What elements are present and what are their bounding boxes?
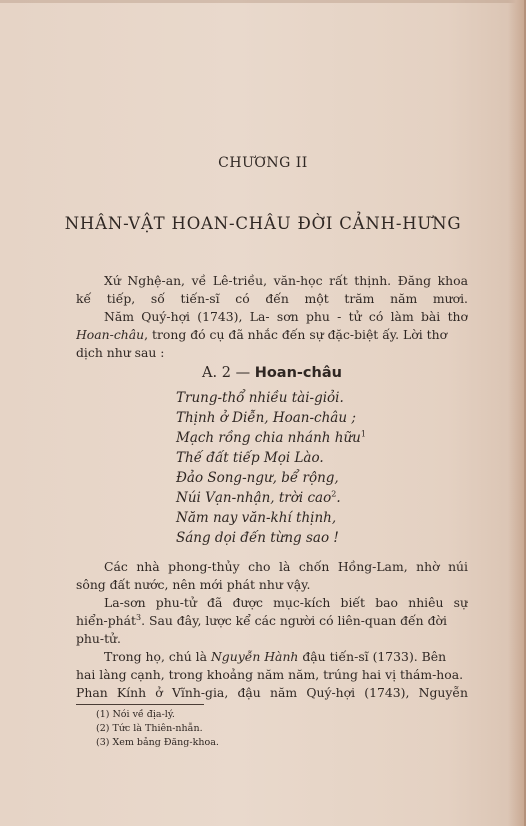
chapter-label: CHƯƠNG II [218, 155, 308, 171]
poem-line-7: Năm nay văn-khí thịnh, [176, 510, 337, 526]
intro-line-3: Năm Quý-hợi (1743), La- sơn phu - tử có làm bài thơ [104, 309, 468, 324]
body-p3-line-1 [76, 648, 468, 666]
page-top-edge [0, 0, 526, 3]
body-p2-line-2-a: hiển-phát [76, 613, 137, 628]
intro-line-4-rest: , trong đó cụ đã nhắc đến sự đặc-biệt ấy. Lời thơ [144, 327, 448, 342]
poem-line-6: Núi Vạn-nhận, trời cao$^2$. [176, 489, 341, 506]
intro-line-1: Xứ Nghệ-an, về Lê-triều, văn-học rất thịnh. Đăng khoa [104, 273, 468, 288]
body-p3-line-3: Phan Kính ở Vĩnh-gia, đậu năm Quý-hợi (1743), Nguyễn [76, 685, 468, 700]
poem-title-reference: Hoan-châu [76, 327, 145, 342]
poem-line-5: Đảo Song-ngư, bể rộng, [176, 470, 339, 486]
body-p1-line-1: Các nhà phong-thủy cho là chốn Hồng-Lam, nhờ núi [104, 559, 468, 574]
poem-line-3 [176, 428, 406, 448]
body-p2-line-2 [76, 612, 468, 630]
person-name-nguyen-hanh: Nguyễn Hành [210, 649, 299, 664]
body-p2-line-2-b: . Sau đây, lược kể các người có liên-quan đến đời [141, 613, 447, 628]
body-p3-line-1-b: đậu tiến-sĩ (1733). Bên [298, 649, 447, 664]
poem-line-2: Thịnh ở Diễn, Hoan-châu ; [176, 410, 356, 426]
body-p2-line-3: phu-tử. [76, 631, 121, 646]
intro-line-5: dịch như sau : [76, 345, 165, 360]
footnote-marker-3: 3 [136, 612, 142, 622]
footnote-3: (3) Xem bảng Đăng-khoa. [96, 737, 219, 748]
intro-line-2: kế tiếp, số tiến-sĩ có đến một trăm năm mươi. [76, 291, 468, 306]
footnote-divider [76, 704, 204, 705]
footnote-marker-2: 2 [331, 489, 337, 499]
intro-line-4 [76, 326, 468, 344]
poem-name: Hoan-châu [254, 365, 342, 381]
poem-line-4: Thế đất tiếp Mọi Lào. [176, 450, 324, 466]
footnote-1: (1) Nói về địa-lý. [96, 709, 175, 720]
body-p3-line-2: hai làng cạnh, trong khoảng năm năm, trúng hai vị thám-hoa. [76, 667, 464, 682]
footnote-2: (2) Tức là Thiên-nhẫn. [96, 723, 203, 734]
poem-heading [76, 365, 468, 381]
footnote-marker-1: 1 [360, 429, 366, 439]
poem-line-3-text: Mạch rồng chia nhánh hữu [176, 430, 361, 446]
chapter-title: NHÂN-VẬT HOAN-CHÂU ĐỜI CẢNH-HƯNG [64, 214, 462, 233]
body-p1-line-2: sông đất nước, nên mới phát như vậy. [76, 577, 311, 592]
poem-number: A. 2 — [202, 365, 251, 381]
poem-line-1: Trung-thổ nhiều tài-giỏi. [176, 390, 344, 406]
body-p3-line-1-a: Trong họ, chú là [104, 649, 211, 664]
poem-line-8: Sáng dọi đến từng sao ! [176, 530, 339, 546]
poem-line-6-text: Núi Vạn-nhận, trời cao [176, 490, 332, 506]
body-p2-line-1: La-sơn phu-tử đã được mục-kích biết bao nhiêu sự [104, 595, 468, 610]
